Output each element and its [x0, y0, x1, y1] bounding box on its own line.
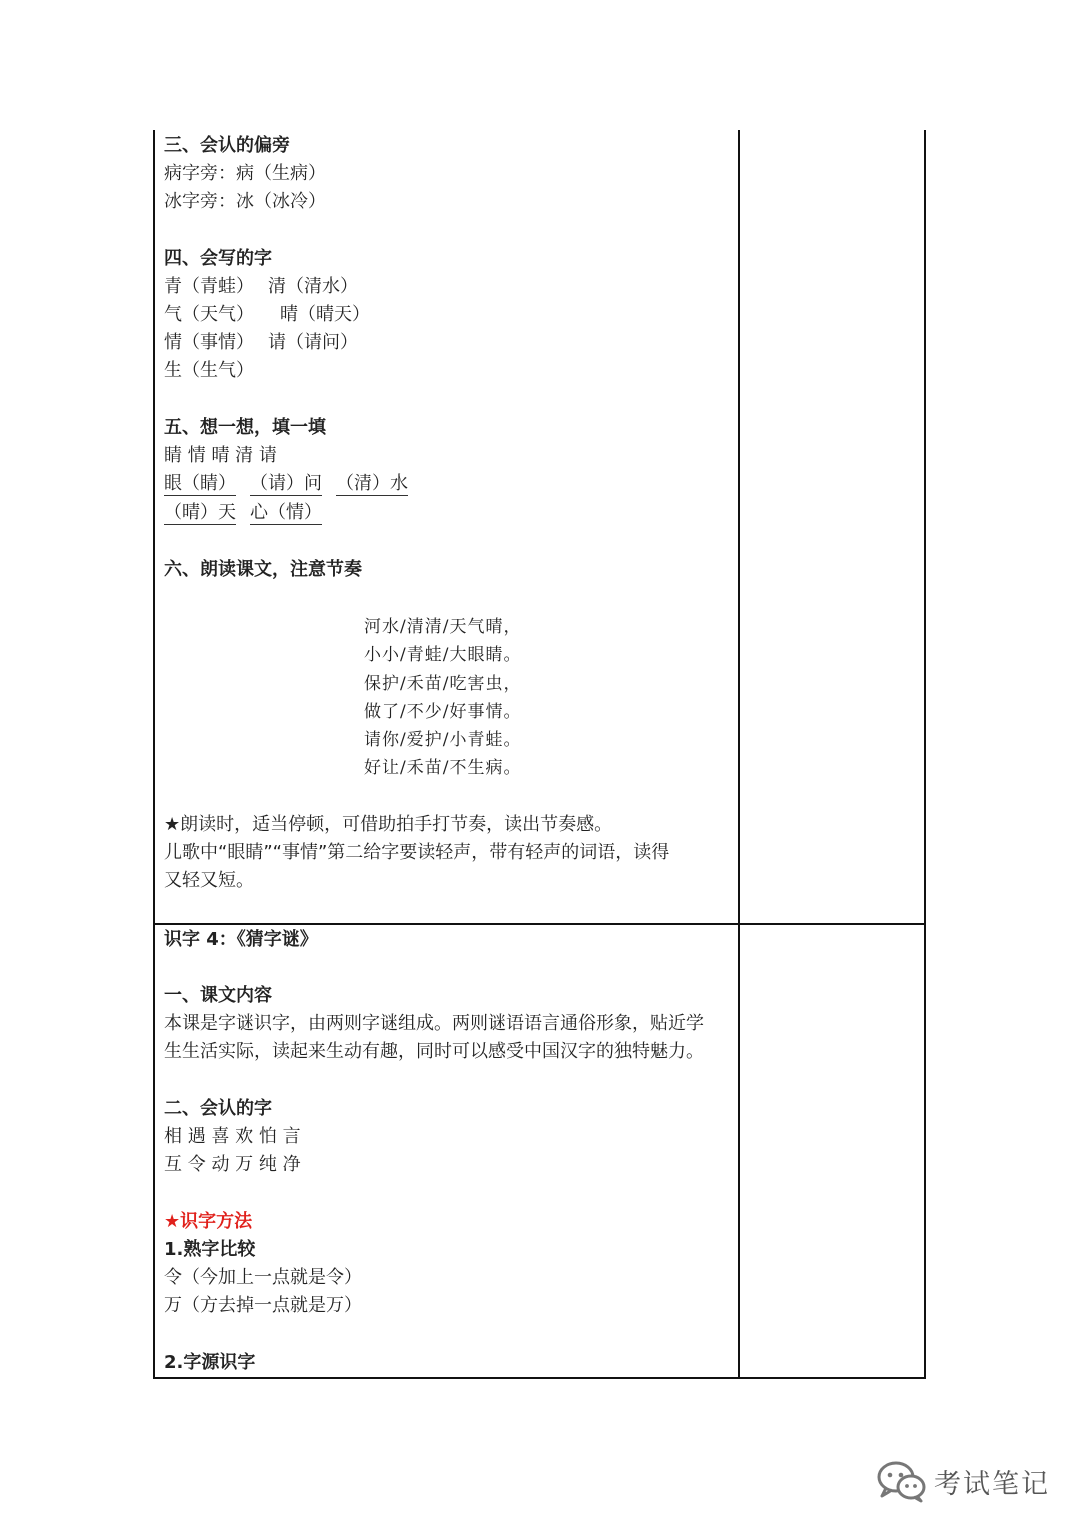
wechat-icon: [876, 1459, 928, 1503]
radical-line: 冰字旁：冰（冰冷）: [164, 191, 326, 212]
watermark: [876, 1456, 1050, 1506]
poem-line: 请你/爱护/小青蛙。: [364, 730, 522, 750]
word-row: [164, 329, 358, 357]
character-list: 睛 情 晴 清 请: [164, 445, 277, 466]
reading-tip: 儿歌中“眼睛”“事情”第二给字要读轻声，带有轻声的词语，读得: [164, 842, 670, 863]
section-title: 二、会认的字: [164, 1098, 272, 1119]
fill-answer: 眼（睛）: [164, 473, 236, 494]
paragraph-line: 生生活实际，读起来生动有趣，同时可以感受中国汉字的独特魅力。: [164, 1041, 704, 1062]
poem-line: 好让/禾苗/不生病。: [364, 758, 522, 778]
section-title: 六、朗读课文，注意节奏: [164, 559, 362, 580]
section-title: 一、课文内容: [164, 985, 272, 1006]
word: 青（青蛙）: [164, 276, 254, 297]
paragraph-line: 本课是字谜识字，由两则字谜组成。两则谜语语言通俗形象，贴近学: [164, 1013, 704, 1034]
word-row: [164, 273, 358, 301]
method-line: 令（今加上一点就是令）: [164, 1267, 362, 1288]
word-row: [164, 301, 370, 329]
poem-line: 做了/不少/好事情。: [364, 702, 522, 722]
fill-answer: （请）问: [250, 473, 322, 494]
word: 请（请问）: [268, 332, 358, 353]
word-row: [164, 357, 254, 385]
fill-blank-row: [164, 470, 408, 498]
method-line: 万（方去掉一点就是万）: [164, 1295, 362, 1316]
table-border-middle: [738, 130, 740, 1379]
word: 晴（晴天）: [280, 304, 370, 325]
method-title: ★识字方法: [164, 1211, 253, 1232]
fill-answer: 心（情）: [250, 502, 322, 523]
word: 情（事情）: [164, 332, 254, 353]
character-list: 相 遇 喜 欢 怕 言: [164, 1126, 301, 1147]
fill-answer: （晴）天: [164, 502, 236, 523]
subsection-title: 1.熟字比较: [164, 1239, 256, 1260]
poem-line: 河水/清清/天气晴，: [364, 617, 522, 637]
lesson-title: 识字 4：《猜字谜》: [164, 929, 318, 950]
section-title: 三、会认的偏旁: [164, 135, 290, 156]
section-title: 五、想一想，填一填: [164, 417, 326, 438]
watermark-text: 考试笔记: [934, 1468, 1050, 1500]
reading-tip: 又轻又短。: [164, 870, 254, 891]
reading-tip: ★朗读时，适当停顿，可借助拍手打节奏，读出节奏感。: [164, 814, 613, 835]
word: 生（生气）: [164, 360, 254, 381]
table-border-bottom: [153, 1377, 926, 1379]
radical-line: 病字旁：病（生病）: [164, 163, 326, 184]
word: 清（清水）: [268, 276, 358, 297]
poem-line: 小小/青蛙/大眼睛。: [364, 645, 522, 665]
poem-line: 保护/禾苗/吃害虫，: [364, 674, 522, 694]
character-list: 互 令 动 万 纯 净: [164, 1154, 301, 1175]
word: 气（天气）: [164, 304, 254, 325]
table-border-left: [153, 130, 155, 1379]
table-border-right: [924, 130, 926, 1379]
subsection-title: 2.字源识字: [164, 1352, 256, 1373]
fill-blank-row: [164, 499, 322, 527]
table-row-divider: [153, 923, 926, 925]
fill-answer: （清）水: [336, 473, 408, 494]
section-title: 四、会写的字: [164, 248, 272, 269]
